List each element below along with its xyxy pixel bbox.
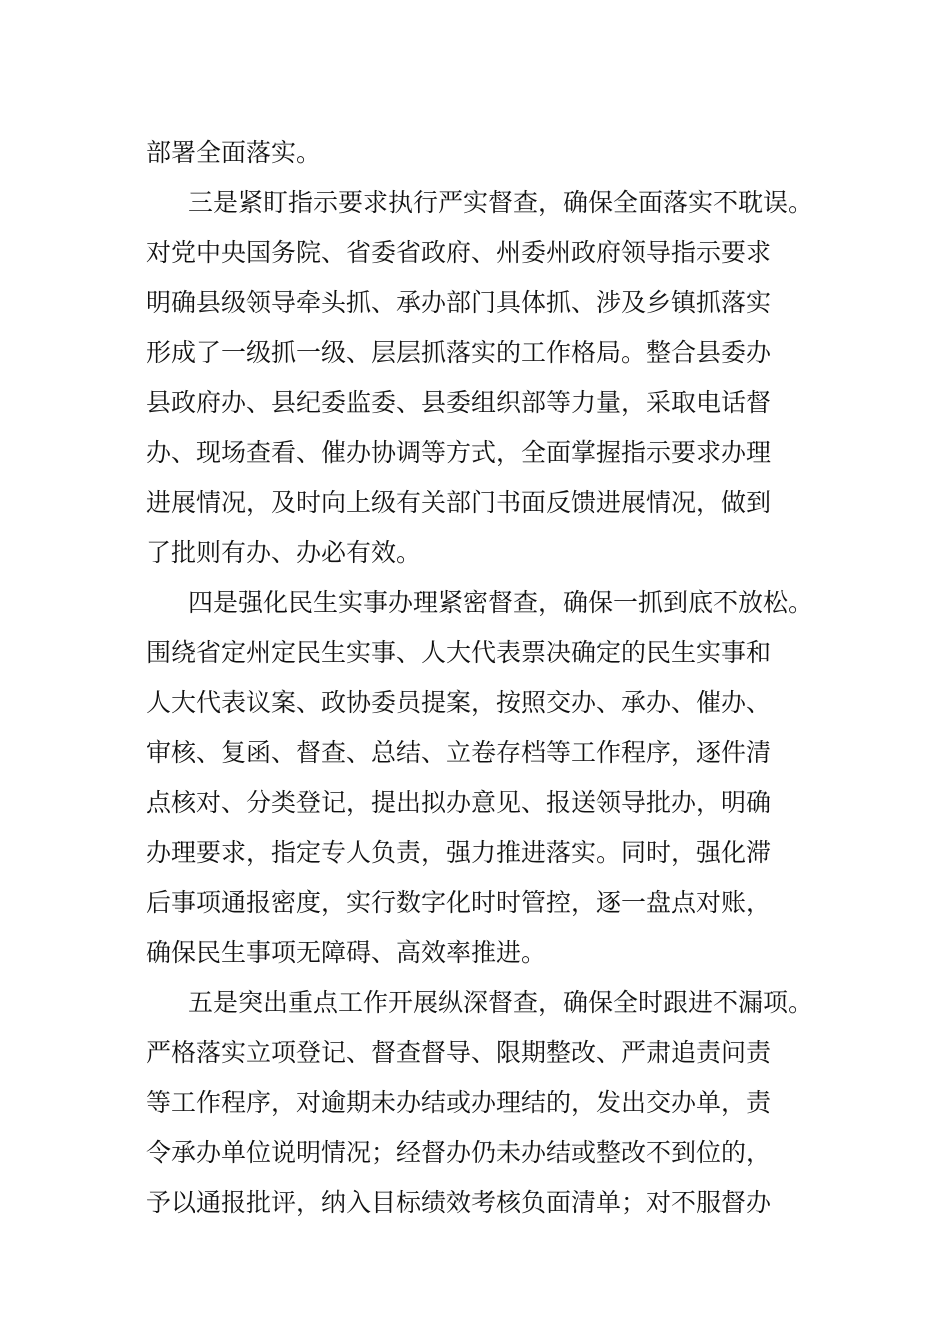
text-line: 审核、复函、督查、总结、立卷存档等工作程序，逐件清 xyxy=(146,738,772,767)
text-line: 令承办单位说明情况；经督办仍未办结或整改不到位的， xyxy=(146,1138,772,1167)
text-line: 严格落实立项登记、督查督导、限期整改、严肃追责问责 xyxy=(146,1038,772,1067)
paragraph-start-line: 四是强化民生实事办理紧密督查，确保一抓到底不放松。 xyxy=(188,588,814,617)
paragraph-start-line: 五是突出重点工作开展纵深督查，确保全时跟进不漏项。 xyxy=(188,988,814,1017)
text-line: 明确县级领导牵头抓、承办部门具体抓、涉及乡镇抓落实 xyxy=(146,288,772,317)
text-line: 形成了一级抓一级、层层抓落实的工作格局。整合县委办 xyxy=(146,338,772,367)
text-line: 点核对、分类登记，提出拟办意见、报送领导批办，明确 xyxy=(146,788,772,817)
text-line: 等工作程序，对逾期未办结或办理结的，发出交办单，责 xyxy=(146,1088,772,1117)
text-line: 确保民生事项无障碍、高效率推进。 xyxy=(146,938,547,967)
text-line: 围绕省定州定民生实事、人大代表票决确定的民生实事和 xyxy=(146,638,772,667)
text-line: 后事项通报密度，实行数字化时时管控，逐一盘点对账， xyxy=(146,888,772,917)
text-line: 部署全面落实。 xyxy=(146,138,322,167)
text-line: 办理要求，指定专人负责，强力推进落实。同时，强化滞 xyxy=(146,838,772,867)
paragraph-start-line: 三是紧盯指示要求执行严实督查，确保全面落实不耽误。 xyxy=(188,188,814,217)
text-line: 县政府办、县纪委监委、县委组织部等力量，采取电话督 xyxy=(146,388,772,417)
document-body xyxy=(146,128,836,1228)
text-line: 进展情况，及时向上级有关部门书面反馈进展情况，做到 xyxy=(146,488,772,517)
text-line: 予以通报批评，纳入目标绩效考核负面清单；对不服督办 xyxy=(146,1188,772,1217)
text-line: 人大代表议案、政协委员提案，按照交办、承办、催办、 xyxy=(146,688,772,717)
text-line: 了批则有办、办必有效。 xyxy=(146,538,422,567)
text-line: 对党中央国务院、省委省政府、州委州政府领导指示要求 xyxy=(146,238,772,267)
text-line: 办、现场查看、催办协调等方式，全面掌握指示要求办理 xyxy=(146,438,772,467)
